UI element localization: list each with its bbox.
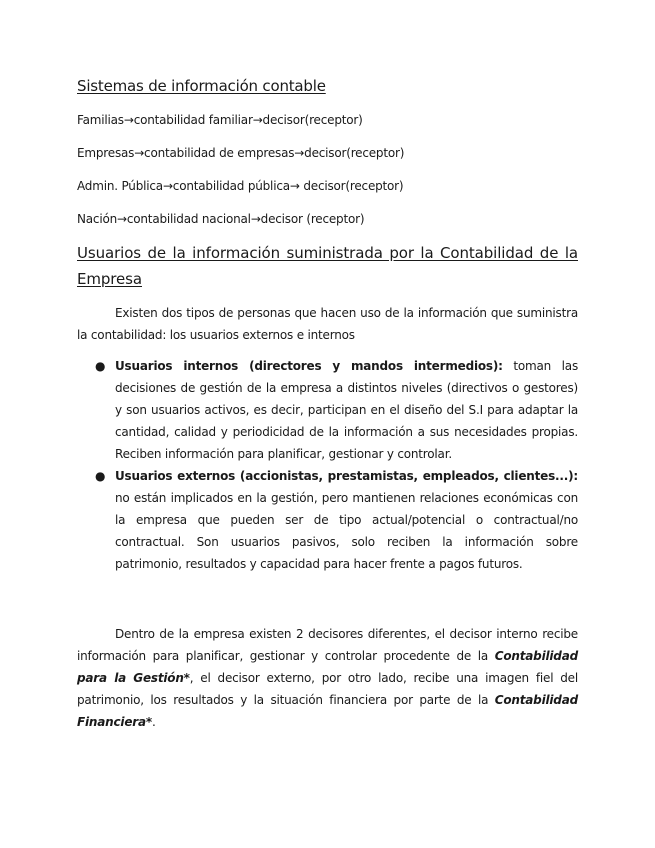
section-title-usuarios: Usuarios de la información suministrada por la Contabilidad de la Empresa bbox=[77, 244, 578, 288]
spacer bbox=[77, 575, 578, 623]
closing-em-contabilidad-financiera: Contabilidad Financiera* bbox=[77, 693, 578, 729]
bullet-bold-internos: Usuarios internos (directores y mandos intermedios): bbox=[115, 359, 503, 373]
list-item-externos bbox=[77, 465, 578, 575]
flow-line-familias: Familias→contabilidad familiar→decisor(receptor) bbox=[77, 113, 363, 127]
closing-text-2: , el decisor externo, por otro lado, recibe una imagen fiel del patrimonio, los resultados y la situación financiera por parte de la bbox=[77, 671, 578, 707]
users-list bbox=[77, 355, 578, 575]
closing-text-3: . bbox=[151, 715, 156, 729]
bullet-icon: ● bbox=[95, 359, 106, 373]
closing-paragraph bbox=[77, 623, 578, 733]
section-title-sistemas: Sistemas de información contable bbox=[77, 77, 326, 95]
intro-paragraph: Existen dos tipos de personas que hacen uso de la información que suministra la contabilidad: los usuarios externos e internos bbox=[77, 306, 578, 342]
bullet-text-externos: no están implicados en la gestión, pero mantienen relaciones económicas con la empresa que pueden ser de tipo actual/potencial o contractual/no contractual. Son usuarios pasivos, solo reciben la información sobre patrimonio, resultados y capacidad para hacer frente a pagos futuros. bbox=[115, 491, 578, 571]
document-page bbox=[77, 76, 578, 733]
flow-line-empresas: Empresas→contabilidad de empresas→decisor(receptor) bbox=[77, 146, 405, 160]
bullet-bold-externos: Usuarios externos (accionistas, prestamistas, empleados, clientes...): bbox=[115, 469, 578, 483]
bullet-text-internos: toman las decisiones de gestión de la empresa a distintos niveles (directivos o gestores) y son usuarios activos, es decir, participan en el diseño del S.I para adaptar la cantidad, calidad y periodicidad de la información a sus necesidades propias. Reciben información para planificar, gestionar y controlar. bbox=[115, 359, 579, 461]
flow-line-nacion: Nación→contabilidad nacional→decisor (receptor) bbox=[77, 212, 365, 226]
list-item-internos bbox=[77, 355, 578, 465]
flow-line-admin: Admin. Pública→contabilidad pública→ decisor(receptor) bbox=[77, 179, 404, 193]
closing-em-contabilidad-gestion: Contabilidad para la Gestión* bbox=[77, 649, 578, 685]
bullet-icon: ● bbox=[95, 469, 106, 483]
closing-text-1: Dentro de la empresa existen 2 decisores diferentes, el decisor interno recibe información para planificar, gestionar y controlar procedente de la bbox=[77, 627, 578, 663]
